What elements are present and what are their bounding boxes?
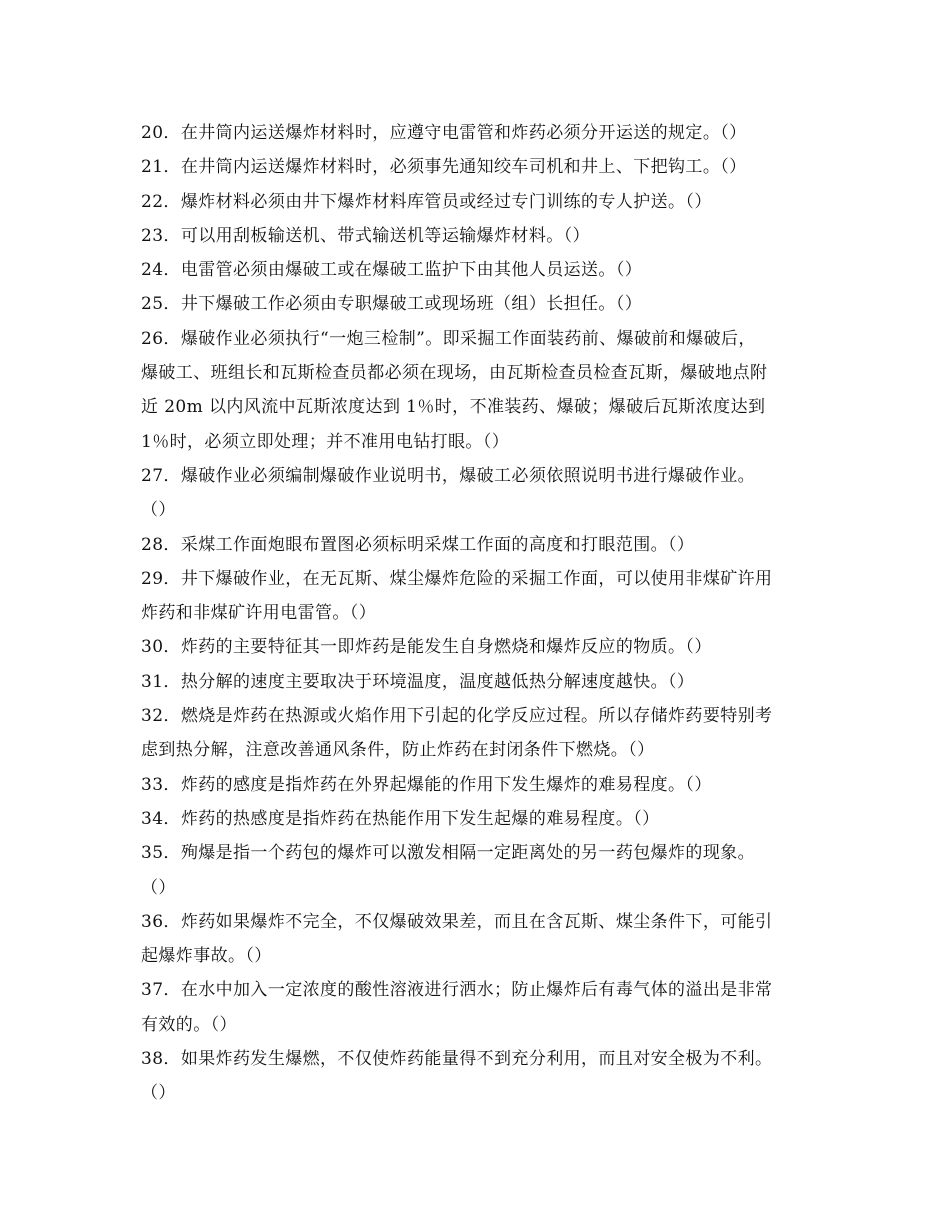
question-line: （） — [141, 1083, 176, 1104]
question-line: 22．爆炸材料必须由井下爆炸材料库管员或经过专门训练的专人护送。（） — [141, 191, 712, 212]
question-item — [141, 973, 821, 1042]
question-item — [141, 665, 821, 699]
question-line: 27．爆破作业必须编制爆破作业说明书，爆破工必须依照说明书进行爆破作业。 — [141, 465, 756, 486]
question-item — [141, 699, 821, 768]
question-line: 23．可以用刮板输送机、带式输送机等运输爆炸材料。（） — [141, 225, 590, 246]
question-line: 1％时，必须立即处理；并不准用电钻打眼。（） — [141, 431, 510, 452]
question-line: 爆破工、班组长和瓦斯检查员都必须在现场，由瓦斯检查员检查瓦斯，爆破地点附 — [141, 363, 768, 384]
question-line: 26．爆破作业必须执行“一炮三检制”。即采掘工作面装药前、爆破前和爆破后， — [141, 328, 756, 349]
question-item — [141, 528, 821, 562]
question-line: 28．采煤工作面炮眼布置图必须标明采煤工作面的高度和打眼范围。（） — [141, 534, 695, 555]
question-item — [141, 219, 821, 253]
question-line: 31．热分解的速度主要取决于环境温度，温度越低热分解速度越快。（） — [141, 671, 695, 692]
question-line: 炸药和非煤矿许用电雷管。（） — [141, 603, 377, 624]
question-item — [141, 322, 821, 459]
question-line: 33．炸药的感度是指炸药在外界起爆能的作用下发生爆炸的难易程度。（） — [141, 774, 712, 795]
question-line: 37．在水中加入一定浓度的酸性溶液进行洒水；防止爆炸后有毒气体的溢出是非常 — [141, 980, 773, 1001]
question-item — [141, 768, 821, 802]
question-line: 34．炸药的热感度是指炸药在热能作用下发生起爆的难易程度。（） — [141, 808, 660, 829]
question-item — [141, 562, 821, 631]
question-line: 32．燃烧是炸药在热源或火焰作用下引起的化学反应过程。所以存储炸药要特别考 — [141, 706, 773, 727]
question-item — [141, 1042, 821, 1111]
question-item — [141, 905, 821, 974]
question-item — [141, 116, 821, 150]
question-item — [141, 253, 821, 287]
question-list — [141, 116, 821, 1111]
question-item — [141, 802, 821, 836]
question-line: 35．殉爆是指一个药包的爆炸可以激发相隔一定距离处的另一药包爆炸的现象。 — [141, 843, 756, 864]
question-item — [141, 630, 821, 664]
question-line: （） — [141, 877, 176, 898]
question-line: 虑到热分解，注意改善通风条件，防止炸药在封闭条件下燃烧。（） — [141, 740, 655, 761]
question-line: 起爆炸事故。（） — [141, 946, 272, 967]
question-line: 36．炸药如果爆炸不完全，不仅爆破效果差，而且在含瓦斯、煤尘条件下，可能引 — [141, 911, 773, 932]
question-line: 38．如果炸药发生爆燃，不仅使炸药能量得不到充分利用，而且对安全极为不利。 — [141, 1049, 773, 1070]
question-item — [141, 836, 821, 905]
question-item — [141, 150, 821, 184]
question-item — [141, 287, 821, 321]
question-line: 29．井下爆破作业，在无瓦斯、煤尘爆炸危险的采掘工作面，可以使用非煤矿许用 — [141, 568, 773, 589]
question-line: 21．在井筒内运送爆炸材料时，必须事先通知绞车司机和井上、下把钩工。（） — [141, 157, 747, 178]
question-line: 30．炸药的主要特征其一即炸药是能发生自身燃烧和爆炸反应的物质。（） — [141, 637, 712, 658]
question-line: 25．井下爆破工作必须由专职爆破工或现场班（组）长担任。（） — [141, 294, 643, 315]
question-line: 近 20m 以内风流中瓦斯浓度达到 1％时，不准装药、爆破；爆破后瓦斯浓度达到 — [141, 397, 766, 418]
question-line: 20．在井筒内运送爆炸材料时，应遵守电雷管和炸药必须分开运送的规定。（） — [141, 123, 747, 143]
question-item — [141, 185, 821, 219]
question-line: （） — [141, 500, 176, 521]
question-line: 有效的。（） — [141, 1014, 237, 1035]
question-line: 24．电雷管必须由爆破工或在爆破工监护下由其他人员运送。（） — [141, 260, 643, 281]
question-item — [141, 459, 821, 528]
